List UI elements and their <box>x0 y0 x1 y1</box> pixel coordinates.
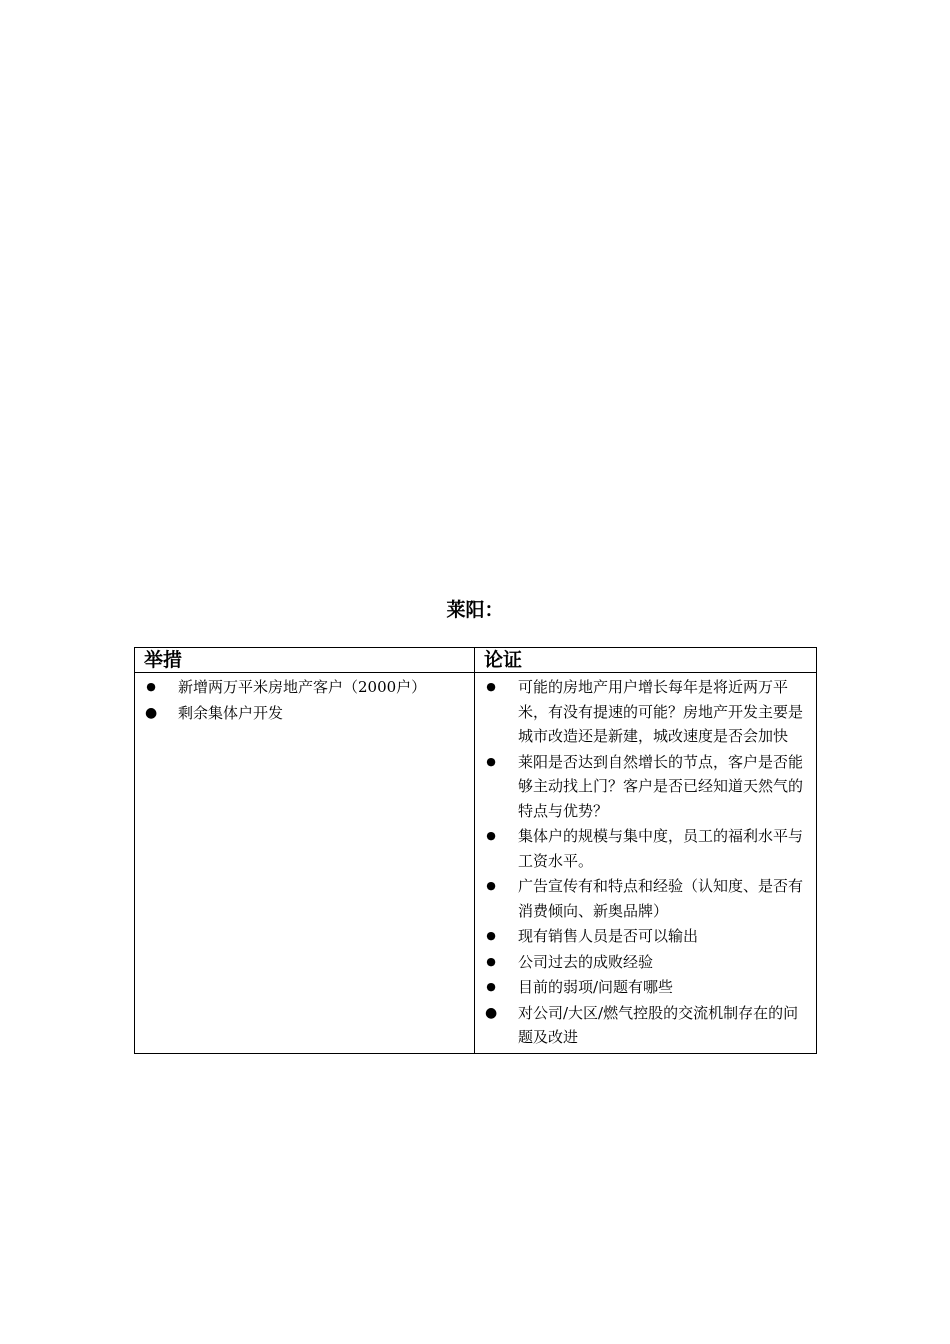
header-measures: 举措 <box>135 648 475 673</box>
bullet-icon: ● <box>486 980 496 993</box>
header-arguments: 论证 <box>475 648 817 673</box>
page-title: 莱阳： <box>446 599 504 621</box>
bullet-icon: ● <box>486 754 496 768</box>
list-item <box>475 750 808 824</box>
table-header-row <box>135 648 817 673</box>
bullet-icon: ● <box>485 1004 498 1021</box>
arguments-list <box>475 673 816 1053</box>
argument-text: 莱阳是否达到自然增长的节点，客户是否能够主动找上门？客户是否已经知道天然气的特点与优势？ <box>518 752 804 820</box>
bullet-icon: ● <box>486 929 496 942</box>
measure-text: 新增两万平米房地产客户（2000户） <box>178 678 427 696</box>
argument-text: 公司过去的成败经验 <box>518 952 654 971</box>
measure-text: 剩余集体户开发 <box>178 703 284 722</box>
measures-list <box>135 673 474 728</box>
list-item <box>475 975 808 1000</box>
table-row <box>135 673 817 1054</box>
list-item <box>475 950 808 975</box>
list-item <box>475 675 808 749</box>
argument-text: 对公司/大区/燃气控股的交流机制存在的问题及改进 <box>518 1003 799 1046</box>
measures-cell <box>135 673 475 1054</box>
measures-table <box>134 647 817 1054</box>
list-item <box>475 874 808 923</box>
list-item <box>135 675 466 700</box>
list-item <box>475 924 808 949</box>
bullet-icon: ● <box>146 680 156 693</box>
bullet-icon: ● <box>486 829 496 842</box>
argument-text: 广告宣传有和特点和经验（认知度、是否有消费倾向、新奥品牌） <box>518 877 804 920</box>
arguments-cell <box>475 673 817 1054</box>
list-item <box>475 824 808 873</box>
bullet-icon: ● <box>486 680 496 693</box>
bullet-icon: ● <box>486 954 496 968</box>
list-item <box>475 1001 808 1050</box>
bullet-icon: ● <box>145 704 158 721</box>
bullet-icon: ● <box>486 879 496 892</box>
argument-text: 集体户的规模与集中度，员工的福利水平与工资水平。 <box>518 827 804 870</box>
list-item <box>135 701 466 726</box>
argument-text: 现有销售人员是否可以输出 <box>518 927 699 945</box>
argument-text: 目前的弱项/问题有哪些 <box>518 978 674 996</box>
argument-text: 可能的房地产用户增长每年是将近两万平米，有没有提速的可能？房地产开发主要是城市改造还是新建，城改速度是否会加快 <box>518 678 804 745</box>
